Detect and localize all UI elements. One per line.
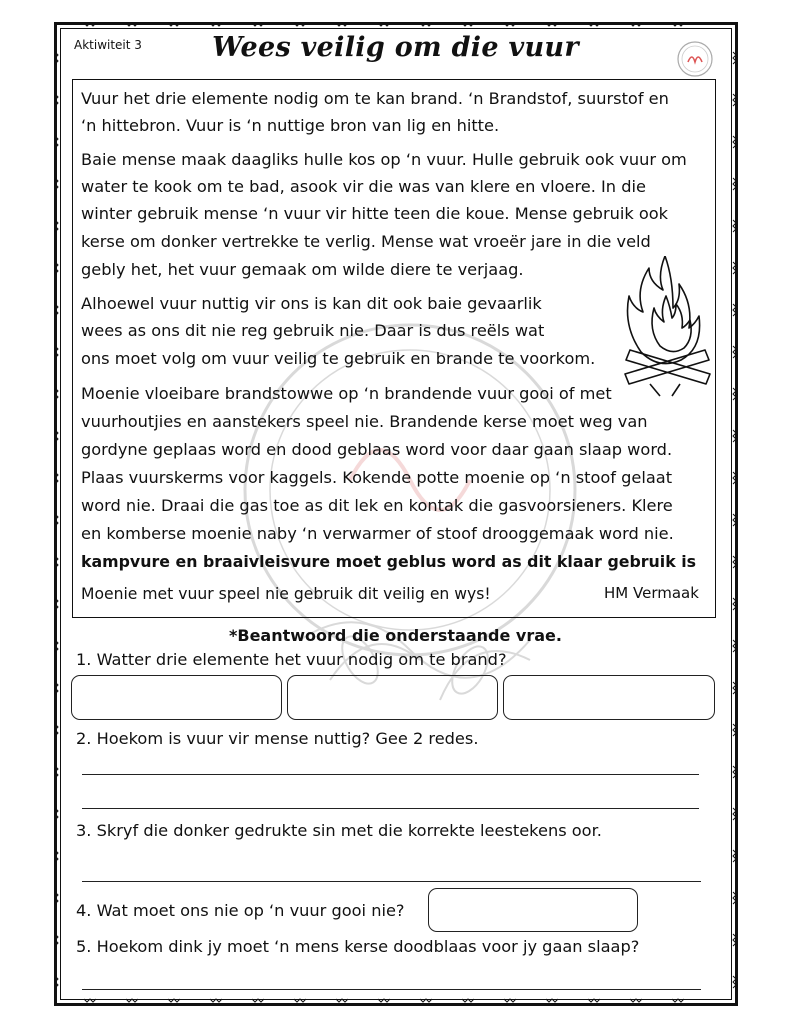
passage-line: Alhoewel vuur nuttig vir ons is kan dit ook baie gevaarlik: [81, 294, 542, 313]
question-3: 3. Skryf die donker gedrukte sin met die korrekte leestekens oor.: [76, 821, 602, 840]
passage-line: Plaas vuurskerms voor kaggels. Kokende potte moenie op ‘n stoof gelaat: [81, 468, 673, 487]
passage-line: en komberse moenie naby ‘n verwarmer of stoof drooggemaak word nie.: [81, 524, 674, 543]
passage-line: Vuur het drie elemente nodig om te kan brand. ‘n Brandstof, suurstof en: [81, 89, 669, 108]
activity-label: Aktiwiteit 3: [74, 38, 142, 52]
bold-sentence: kampvure en braaivleisvure moet geblus word as dit klaar gebruik is: [81, 552, 697, 571]
passage-line: word nie. Draai die gas toe as dit lek en kontak die gasvoorsieners. Klere: [81, 496, 673, 515]
answer-box-1c[interactable]: [503, 675, 715, 720]
passage-line: Baie mense maak daagliks hulle kos op ‘n vuur. Hulle gebruik ook vuur om: [81, 150, 687, 169]
passage-line: gebly het, het vuur gemaak om wilde diere te verjaag.: [81, 260, 524, 279]
answer-box-1a[interactable]: [71, 675, 282, 720]
passage-line: gordyne geplaas word en dood geblaas word voor daar gaan slaap word.: [81, 440, 673, 459]
answer-line-2b[interactable]: [82, 808, 699, 809]
passage-line: winter gebruik mense ‘n vuur vir hitte teen die koue. Mense gebruik ook: [81, 204, 669, 223]
passage-line: ‘n hittebron. Vuur is ‘n nuttige bron van lig en hitte.: [81, 116, 500, 135]
answer-line-5[interactable]: [82, 989, 701, 990]
answer-box-4[interactable]: [428, 888, 638, 932]
answer-line-2a[interactable]: [82, 774, 699, 775]
closing-line: Moenie met vuur speel nie gebruik dit veilig en wys!: [81, 585, 491, 603]
answer-line-3[interactable]: [82, 881, 701, 882]
question-2: 2. Hoekom is vuur vir mense nuttig? Gee 2 redes.: [76, 729, 479, 748]
passage-line: vuurhoutjies en aanstekers speel nie. Brandende kerse moet weg van: [81, 412, 648, 431]
passage-line: wees as ons dit nie reg gebruik nie. Daar is dus reëls wat: [81, 321, 545, 340]
question-1: 1. Watter drie elemente het vuur nodig om te brand?: [76, 650, 507, 669]
answer-box-1b[interactable]: [287, 675, 498, 720]
passage-line: water te kook om te bad, asook vir die was van klere en vloere. In die: [81, 177, 646, 196]
page-title: Wees veilig om die vuur: [212, 32, 579, 63]
brand-logo-icon: [676, 40, 714, 78]
passage-line: kerse om donker vertrekke te verlig. Mense wat vroeër jare in die veld: [81, 232, 651, 251]
question-4: 4. Wat moet ons nie op ‘n vuur gooi nie?: [76, 901, 405, 920]
passage-line: ons moet volg om vuur veilig te gebruik en brande te voorkom.: [81, 349, 596, 368]
instructions: *Beantwoord die onderstaande vrae.: [229, 626, 562, 645]
author-name: HM Vermaak: [604, 584, 699, 602]
campfire-icon: [620, 256, 715, 398]
question-5: 5. Hoekom dink jy moet ‘n mens kerse doodblaas voor jy gaan slaap?: [76, 937, 640, 956]
passage-line: Moenie vloeibare brandstowwe op ‘n brandende vuur gooi of met: [81, 384, 612, 403]
